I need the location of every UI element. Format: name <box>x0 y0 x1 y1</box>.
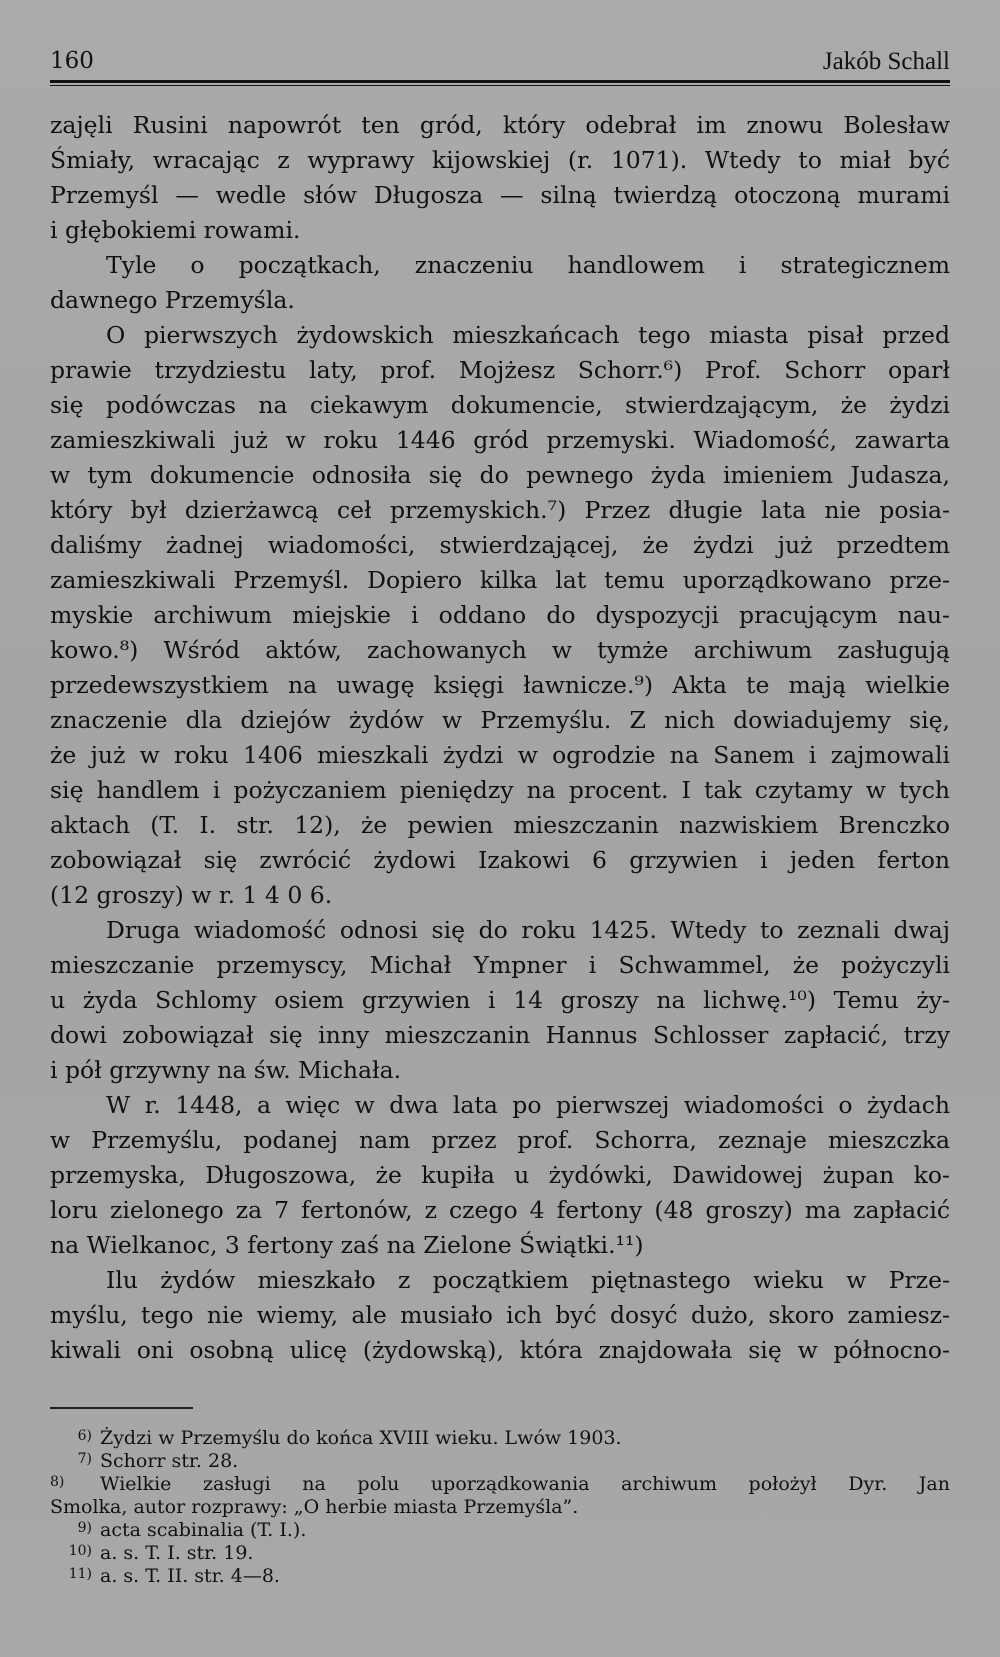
footnote <box>50 1565 950 1588</box>
paragraph <box>50 108 950 248</box>
text-line: aktach (T. I. str. 12), że pewien mieszczanin nazwiskiem Brenczko <box>50 811 950 839</box>
header-rule-thin <box>50 85 950 86</box>
footnotes <box>50 1427 950 1588</box>
paragraph <box>50 1088 950 1263</box>
footnote-marker: 7) <box>77 1451 92 1467</box>
body-text <box>50 108 950 1368</box>
text-line: myskie archiwum miejskie i oddano do dyspozycji pracującym nau- <box>50 601 950 629</box>
footnote <box>50 1473 950 1496</box>
footnote-separator <box>50 1407 193 1409</box>
text-line: u żyda Schlomy osiem grzywien i 14 groszy na lichwę.¹⁰) Temu ży- <box>50 986 950 1014</box>
footnote-marker: 10) <box>68 1543 92 1559</box>
text-line: Ilu żydów mieszkało z początkiem piętnastego wieku w Prze- <box>106 1266 950 1294</box>
text-line: kiwali oni osobną ulicę (żydowską), która znajdowała się w północno- <box>50 1336 950 1364</box>
footnote-marker: 6) <box>77 1428 92 1444</box>
footnote-marker: 11) <box>68 1566 92 1582</box>
text-line: znaczenie dla dziejów żydów w Przemyślu. Z nich dowiadujemy się, <box>50 706 950 734</box>
text-line: się podówczas na ciekawym dokumencie, stwierdzającym, że żydzi <box>50 391 950 419</box>
text-line: W r. 1448, a więc w dwa lata po pierwszej wiadomości o żydach <box>106 1091 950 1119</box>
text-line: w tym dokumencie odnosiła się do pewnego żyda imieniem Judasza, <box>50 461 950 489</box>
footnote <box>50 1496 950 1519</box>
page-header <box>50 48 950 80</box>
text-line: myślu, tego nie wiemy, ale musiało ich być dosyć dużo, skoro zamiesz- <box>50 1301 950 1329</box>
footnote-text: a. s. T. II. str. 4—8. <box>100 1565 280 1587</box>
footnote <box>50 1450 950 1473</box>
paragraph <box>50 913 950 1088</box>
text-line: przedewszystkiem na uwagę księgi ławnicze.⁹) Akta te mają wielkie <box>50 671 950 699</box>
text-line: O pierwszych żydowskich mieszkańcach tego miasta pisał przed <box>106 321 950 349</box>
text-line: w Przemyślu, podanej nam przez prof. Schorra, zeznaje mieszczka <box>50 1126 950 1154</box>
text-line: mieszczanie przemyscy, Michał Ympner i Schwammel, że pożyczyli <box>50 951 950 979</box>
page-number: 160 <box>50 48 94 74</box>
footnote <box>50 1542 950 1565</box>
footnote-text: Żydzi w Przemyślu do końca XVIII wieku. Lwów 1903. <box>100 1427 622 1449</box>
text-line: się handlem i pożyczaniem pieniędzy na procent. I tak czytamy w tych <box>50 776 950 804</box>
text-line: Śmiały, wracając z wyprawy kijowskiej (r. 1071). Wtedy to miał być <box>50 146 950 174</box>
text-line: przemyska, Długoszowa, że kupiła u żydówki, Dawidowej żupan ko- <box>50 1161 950 1189</box>
footnote-text: Wielkie zasługi na polu uporządkowania archiwum położył Dyr. Jan <box>100 1473 950 1495</box>
text-line: który był dzierżawcą ceł przemyskich.⁷) Przez długie lata nie posia- <box>50 496 950 524</box>
text-line: kowo.⁸) Wśród aktów, zachowanych w tymże archiwum zasługują <box>50 636 950 664</box>
text-line: dowi zobowiązał się inny mieszczanin Hannus Schlosser zapłacić, trzy <box>50 1021 950 1049</box>
footnote-text: Smolka, autor rozprawy: „O herbie miasta Przemyśla”. <box>50 1496 579 1518</box>
text-line: zamieszkiwali już w roku 1446 gród przemyski. Wiadomość, zawarta <box>50 426 950 454</box>
text-line: (12 groszy) w r. 1 4 0 6. <box>50 881 333 909</box>
text-line: daliśmy żadnej wiadomości, stwierdzającej, że żydzi już przedtem <box>50 531 950 559</box>
text-line: zajęli Rusini napowrót ten gród, który odebrał im znowu Bolesław <box>50 111 950 139</box>
text-line: Przemyśl — wedle słów Długosza — silną twierdzą otoczoną murami <box>50 181 950 209</box>
text-line: Druga wiadomość odnosi się do roku 1425. Wtedy to zeznali dwaj <box>106 916 950 944</box>
footnote-marker: 8) <box>50 1474 65 1490</box>
footnote-text: acta scabinalia (T. I.). <box>100 1519 307 1541</box>
footnote <box>50 1519 950 1542</box>
text-line: na Wielkanoc, 3 fertony zaś na Zielone Świątki.¹¹) <box>50 1231 644 1259</box>
text-line: zamieszkiwali Przemyśl. Dopiero kilka lat temu uporządkowano prze- <box>50 566 950 594</box>
running-head-author: Jakób Schall <box>822 48 950 75</box>
text-line: Tyle o początkach, znaczeniu handlowem i strategicznem <box>106 251 950 279</box>
footnote <box>50 1427 950 1450</box>
text-line: zobowiązał się zwrócić żydowi Izakowi 6 grzywien i jeden ferton <box>50 846 950 874</box>
text-line: prawie trzydziestu laty, prof. Mojżesz Schorr.⁶) Prof. Schorr oparł <box>50 356 950 384</box>
footnote-marker: 9) <box>77 1520 92 1536</box>
paragraph <box>50 248 950 318</box>
paragraph <box>50 318 950 913</box>
text-line: loru zielonego za 7 fertonów, z czego 4 fertony (48 groszy) ma zapłacić <box>50 1196 950 1224</box>
text-line: i głębokiemi rowami. <box>50 216 301 244</box>
text-line: że już w roku 1406 mieszkali żydzi w ogrodzie na Sanem i zajmowali <box>50 741 950 769</box>
text-line: i pół grzywny na św. Michała. <box>50 1056 402 1084</box>
footnote-text: a. s. T. I. str. 19. <box>100 1542 254 1564</box>
footnote-text: Schorr str. 28. <box>100 1450 239 1472</box>
header-rule-thick <box>50 80 950 83</box>
text-line: dawnego Przemyśla. <box>50 286 295 314</box>
paragraph <box>50 1263 950 1368</box>
